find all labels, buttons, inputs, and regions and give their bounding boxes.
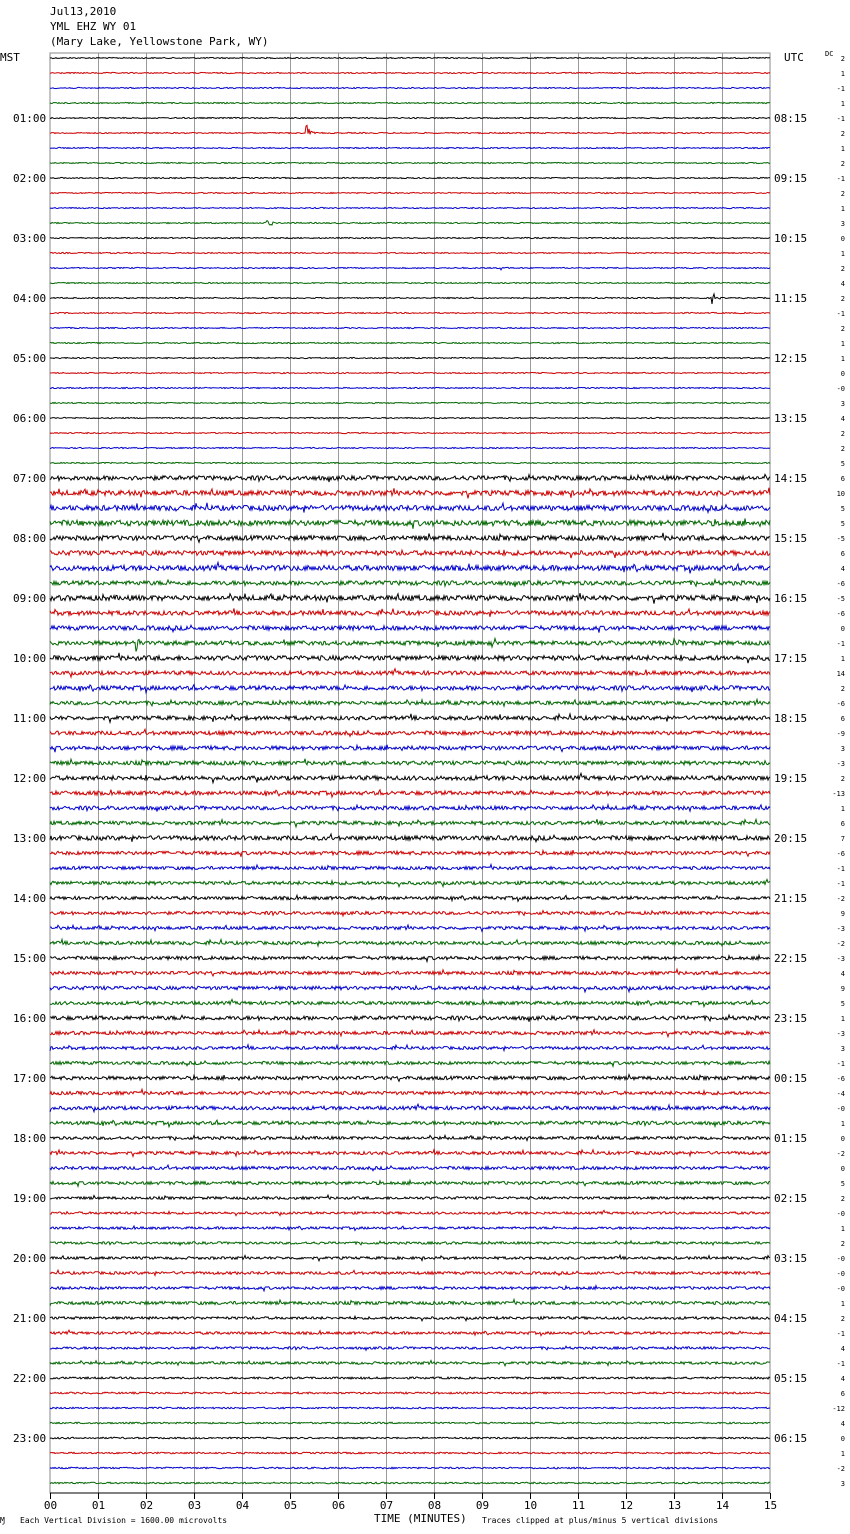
trace-41 <box>50 653 770 663</box>
dc-offset-label: 1 <box>840 100 845 108</box>
dc-offset-label: 10 <box>836 490 845 498</box>
dc-offset-label: 2 <box>840 325 845 333</box>
trace-83 <box>50 1286 770 1291</box>
trace-58 <box>50 911 770 916</box>
trace-82 <box>50 1270 770 1275</box>
station-label: YML EHZ WY 01 <box>50 20 137 33</box>
dc-offset-label: 9 <box>840 910 845 918</box>
dc-offset-label: 4 <box>840 1345 845 1353</box>
dc-offset-label: 1 <box>840 205 845 213</box>
trace-40 <box>50 639 770 652</box>
x-tick-label: 11 <box>571 1499 586 1512</box>
trace-86 <box>50 1330 770 1336</box>
trace-68 <box>50 1061 770 1066</box>
x-tick-label: 13 <box>667 1499 682 1512</box>
utc-hour-label: 03:15 <box>774 1252 808 1265</box>
dc-offset-label: -6 <box>836 610 845 618</box>
dc-offset-label: 0 <box>840 625 845 633</box>
trace-50 <box>50 790 770 797</box>
dc-offset-label: -6 <box>836 1075 845 1083</box>
trace-39 <box>50 625 770 632</box>
dc-offset-label: 4 <box>840 415 845 423</box>
trace-9 <box>50 177 770 178</box>
trace-44 <box>50 699 770 706</box>
utc-hour-label: 21:15 <box>774 892 808 905</box>
dc-offset-label: 1 <box>840 70 845 78</box>
trace-81 <box>50 1255 770 1261</box>
dc-offset-label: 5 <box>840 520 845 528</box>
mst-hour-label: 16:00 <box>13 1012 47 1025</box>
mst-hour-label: 06:00 <box>13 412 47 425</box>
utc-hour-label: 02:15 <box>774 1192 808 1205</box>
x-tick-label: 15 <box>763 1499 778 1512</box>
dc-offset-label: -5 <box>836 595 845 603</box>
trace-6 <box>50 125 770 134</box>
mst-hour-label: 23:00 <box>13 1432 47 1445</box>
trace-92 <box>50 1422 770 1424</box>
footer-mark: Ɱ <box>0 1516 5 1525</box>
trace-17 <box>50 294 770 304</box>
dc-offset-label: -3 <box>836 760 845 768</box>
trace-85 <box>50 1316 770 1321</box>
trace-42 <box>50 669 770 677</box>
trace-49 <box>50 773 770 782</box>
mst-hour-label: 22:00 <box>13 1372 47 1385</box>
trace-5 <box>50 117 770 118</box>
x-tick-label: 03 <box>187 1499 202 1512</box>
utc-hour-label: 13:15 <box>774 412 808 425</box>
trace-72 <box>50 1120 770 1127</box>
mst-hour-label: 11:00 <box>13 712 47 725</box>
trace-64 <box>50 999 770 1006</box>
trace-71 <box>50 1104 770 1112</box>
dc-offset-label: 4 <box>840 1375 845 1383</box>
utc-hour-label: 18:15 <box>774 712 808 725</box>
trace-16 <box>50 282 770 283</box>
dc-offset-label: -0 <box>836 1255 845 1263</box>
dc-offset-label: -6 <box>836 700 845 708</box>
trace-13 <box>50 237 770 238</box>
dc-offset-label: 2 <box>840 775 845 783</box>
trace-96 <box>50 1482 770 1484</box>
trace-37 <box>50 593 770 604</box>
mst-hour-label: 15:00 <box>13 952 47 965</box>
trace-14 <box>50 252 770 253</box>
mst-hour-label: 07:00 <box>13 472 47 485</box>
dc-offset-label: 5 <box>840 1180 845 1188</box>
trace-29 <box>50 474 770 482</box>
plot-frame <box>50 53 770 1493</box>
dc-offset-label: 1 <box>840 1450 845 1458</box>
dc-offset-label: 3 <box>840 745 845 753</box>
utc-hour-label: 15:15 <box>774 532 808 545</box>
mst-hour-label: 13:00 <box>13 832 47 845</box>
mst-hour-labels <box>13 112 46 1445</box>
dc-offset-label: -13 <box>832 790 845 798</box>
utc-hour-label: 23:15 <box>774 1012 808 1025</box>
dc-offset-label: 0 <box>840 1135 845 1143</box>
dc-offset-label: 1 <box>840 340 845 348</box>
trace-87 <box>50 1346 770 1350</box>
trace-7 <box>50 147 770 148</box>
x-tick-label: 08 <box>427 1499 442 1512</box>
dc-offset-label: 2 <box>840 1240 845 1248</box>
dc-offset-label: -5 <box>836 535 845 543</box>
dc-offset-label: -2 <box>836 1150 845 1158</box>
trace-51 <box>50 805 770 812</box>
mst-hour-label: 14:00 <box>13 892 47 905</box>
x-tick-label: 05 <box>283 1499 298 1512</box>
utc-hour-label: 14:15 <box>774 472 808 485</box>
x-tick-label: 00 <box>43 1499 58 1512</box>
dc-offset-label: 2 <box>840 130 845 138</box>
mst-hour-label: 04:00 <box>13 292 47 305</box>
chart-footer <box>0 1512 718 1525</box>
dc-offset-label: 1 <box>840 1120 845 1128</box>
dc-offset-label: 4 <box>840 1420 845 1428</box>
dc-offset-label: 5 <box>840 505 845 513</box>
x-tick-label: 04 <box>235 1499 250 1512</box>
trace-95 <box>50 1467 770 1469</box>
clipping-note: Traces clipped at plus/minus 5 vertical divisions <box>482 1516 719 1525</box>
trace-12 <box>50 221 770 225</box>
trace-69 <box>50 1075 770 1082</box>
dc-offset-label: 9 <box>840 985 845 993</box>
utc-hour-label: 10:15 <box>774 232 808 245</box>
x-tick-label: 07 <box>379 1499 394 1512</box>
trace-78 <box>50 1210 770 1215</box>
dc-offset-label: 1 <box>840 145 845 153</box>
dc-offset-label: -1 <box>836 1330 845 1338</box>
trace-43 <box>50 685 770 693</box>
mst-hour-label: 12:00 <box>13 772 47 785</box>
dc-offset-label: 5 <box>840 460 845 468</box>
x-tick-label: 09 <box>475 1499 490 1512</box>
dc-offset-label: -0 <box>836 1285 845 1293</box>
trace-76 <box>50 1180 770 1186</box>
trace-57 <box>50 895 770 901</box>
trace-79 <box>50 1226 770 1231</box>
dc-offset-label: -0 <box>836 1105 845 1113</box>
dc-offset-label: 0 <box>840 370 845 378</box>
dc-offset-label: 0 <box>840 235 845 243</box>
trace-62 <box>50 969 770 976</box>
x-tick-label: 14 <box>715 1499 730 1512</box>
dc-offset-label: -0 <box>836 1210 845 1218</box>
utc-hour-label: 12:15 <box>774 352 808 365</box>
mst-hour-label: 21:00 <box>13 1312 47 1325</box>
trace-25 <box>50 417 770 418</box>
mst-hour-label: 19:00 <box>13 1192 47 1205</box>
dc-offset-label: -9 <box>836 730 845 738</box>
dc-offset-label: 3 <box>840 1480 845 1488</box>
dc-offset-label: 2 <box>840 190 845 198</box>
trace-67 <box>50 1045 770 1051</box>
trace-70 <box>50 1089 770 1094</box>
trace-66 <box>50 1030 770 1037</box>
trace-61 <box>50 955 770 961</box>
x-axis <box>44 1493 777 1512</box>
utc-hour-label: 08:15 <box>774 112 808 125</box>
trace-1 <box>50 57 770 58</box>
trace-55 <box>50 865 770 870</box>
dc-offset-label: -2 <box>836 940 845 948</box>
dc-offset-label: -1 <box>836 640 845 648</box>
dc-offset-label: -12 <box>832 1405 845 1413</box>
dc-offset-label: 6 <box>840 475 845 483</box>
trace-24 <box>50 402 770 403</box>
trace-22 <box>50 372 770 373</box>
x-tick-label: 06 <box>331 1499 346 1512</box>
trace-52 <box>50 819 770 827</box>
seismic-traces <box>50 57 770 1483</box>
trace-15 <box>50 267 770 270</box>
mst-hour-label: 01:00 <box>13 112 47 125</box>
trace-56 <box>50 879 770 886</box>
utc-hour-label: 04:15 <box>774 1312 808 1325</box>
dc-offset-label: 0 <box>840 1435 845 1443</box>
dc-offset-label: 3 <box>840 400 845 408</box>
dc-offset-label: 3 <box>840 220 845 228</box>
dc-offset-label: 1 <box>840 1225 845 1233</box>
utc-hour-label: 06:15 <box>774 1432 808 1445</box>
trace-23 <box>50 387 770 388</box>
dc-offset-label: 3 <box>840 1045 845 1053</box>
trace-21 <box>50 357 770 358</box>
x-tick-label: 02 <box>139 1499 154 1512</box>
mst-hour-label: 05:00 <box>13 352 47 365</box>
dc-column-label: DC <box>825 50 834 58</box>
x-tick-label: 12 <box>619 1499 634 1512</box>
trace-88 <box>50 1361 770 1366</box>
date-label: Jul13,2010 <box>50 5 117 18</box>
dc-offset-label: -1 <box>836 1360 845 1368</box>
utc-hour-label: 11:15 <box>774 292 808 305</box>
trace-45 <box>50 714 770 723</box>
chart-header <box>0 5 833 64</box>
dc-offset-label: 1 <box>840 655 845 663</box>
trace-36 <box>50 580 770 587</box>
dc-offset-label: 7 <box>840 835 845 843</box>
dc-offset-label: 4 <box>840 280 845 288</box>
vertical-division-note: Each Vertical Division = 1600.00 microvolts <box>20 1516 228 1525</box>
dc-offset-label: -1 <box>836 175 845 183</box>
trace-26 <box>50 432 770 433</box>
trace-27 <box>50 447 770 448</box>
utc-hour-label: 22:15 <box>774 952 808 965</box>
dc-offset-label: -1 <box>836 880 845 888</box>
trace-93 <box>50 1437 770 1439</box>
trace-94 <box>50 1452 770 1454</box>
dc-offset-label: 4 <box>840 565 845 573</box>
trace-63 <box>50 986 770 992</box>
trace-89 <box>50 1377 770 1379</box>
dc-offset-label: -0 <box>836 1270 845 1278</box>
dc-offset-label: 2 <box>840 265 845 273</box>
dc-offset-label: 6 <box>840 715 845 723</box>
dc-offset-label: -1 <box>836 865 845 873</box>
utc-hour-labels <box>774 112 807 1445</box>
x-axis-title: TIME (MINUTES) <box>374 1512 467 1525</box>
dc-offset-label: 2 <box>840 295 845 303</box>
x-tick-label: 01 <box>91 1499 106 1512</box>
trace-18 <box>50 312 770 313</box>
mst-hour-label: 10:00 <box>13 652 47 665</box>
dc-offset-label: 6 <box>840 550 845 558</box>
dc-offset-label: 1 <box>840 1300 845 1308</box>
dc-offset-label: 6 <box>840 1390 845 1398</box>
trace-84 <box>50 1300 770 1306</box>
mst-hour-label: 18:00 <box>13 1132 47 1145</box>
dc-offset-label: -4 <box>836 1090 845 1098</box>
utc-hour-label: 17:15 <box>774 652 808 665</box>
dc-offset-label: 2 <box>840 430 845 438</box>
trace-65 <box>50 1015 770 1022</box>
dc-offset-label: 6 <box>840 820 845 828</box>
trace-2 <box>50 72 770 73</box>
dc-offset-label: 2 <box>840 1315 845 1323</box>
dc-offset-label: 5 <box>840 1000 845 1008</box>
trace-74 <box>50 1150 770 1157</box>
utc-hour-label: 16:15 <box>774 592 808 605</box>
right-timezone-label: UTC <box>784 51 804 64</box>
dc-offset-label: -1 <box>836 85 845 93</box>
mst-hour-label: 09:00 <box>13 592 47 605</box>
trace-48 <box>50 759 770 765</box>
trace-80 <box>50 1241 770 1245</box>
dc-offset-label: -3 <box>836 925 845 933</box>
dc-offset-label: 1 <box>840 250 845 258</box>
trace-77 <box>50 1195 770 1199</box>
dc-offset-label: -2 <box>836 1465 845 1473</box>
dc-offset-label: -1 <box>836 1060 845 1068</box>
trace-8 <box>50 162 770 163</box>
dc-offset-label: -2 <box>836 895 845 903</box>
trace-33 <box>50 533 770 543</box>
mst-hour-label: 17:00 <box>13 1072 47 1085</box>
trace-31 <box>50 503 770 513</box>
dc-offset-label: -1 <box>836 310 845 318</box>
dc-offset-label: 2 <box>840 160 845 168</box>
dc-offset-label: 14 <box>836 670 845 678</box>
minute-gridlines <box>50 53 770 1493</box>
utc-hour-label: 20:15 <box>774 832 808 845</box>
trace-38 <box>50 608 770 616</box>
utc-hour-label: 19:15 <box>774 772 808 785</box>
trace-30 <box>50 488 770 499</box>
dc-offset-label: -6 <box>836 580 845 588</box>
trace-4 <box>50 102 770 103</box>
dc-offset-label: 2 <box>840 1195 845 1203</box>
trace-91 <box>50 1407 770 1409</box>
utc-hour-label: 05:15 <box>774 1372 808 1385</box>
mst-hour-label: 02:00 <box>13 172 47 185</box>
trace-53 <box>50 834 770 842</box>
dc-offset-label: -3 <box>836 955 845 963</box>
trace-34 <box>50 550 770 558</box>
utc-hour-label: 09:15 <box>774 172 808 185</box>
trace-28 <box>50 462 770 463</box>
dc-offset-label: 4 <box>840 970 845 978</box>
dc-offset-labels <box>832 55 845 1488</box>
trace-59 <box>50 925 770 931</box>
trace-19 <box>50 327 770 328</box>
trace-90 <box>50 1392 770 1394</box>
trace-32 <box>50 519 770 529</box>
dc-offset-label: 2 <box>840 55 845 63</box>
left-timezone-label: MST <box>0 51 20 64</box>
trace-60 <box>50 939 770 946</box>
mst-hour-label: 03:00 <box>13 232 47 245</box>
dc-offset-label: 1 <box>840 1015 845 1023</box>
mst-hour-label: 20:00 <box>13 1252 47 1265</box>
dc-offset-label: -3 <box>836 1030 845 1038</box>
trace-35 <box>50 562 770 573</box>
utc-hour-label: 01:15 <box>774 1132 808 1145</box>
dc-offset-label: 2 <box>840 685 845 693</box>
trace-11 <box>50 207 770 208</box>
trace-47 <box>50 745 770 752</box>
trace-54 <box>50 850 770 857</box>
utc-hour-label: 00:15 <box>774 1072 808 1085</box>
dc-offset-label: 1 <box>840 805 845 813</box>
dc-offset-label: 0 <box>840 1165 845 1173</box>
dc-offset-label: -0 <box>836 385 845 393</box>
location-label: (Mary Lake, Yellowstone Park, WY) <box>50 35 269 48</box>
trace-10 <box>50 192 770 193</box>
dc-offset-label: -1 <box>836 115 845 123</box>
mst-hour-label: 08:00 <box>13 532 47 545</box>
dc-offset-label: 1 <box>840 355 845 363</box>
trace-3 <box>50 87 770 88</box>
dc-offset-label: -6 <box>836 850 845 858</box>
trace-75 <box>50 1165 770 1171</box>
trace-20 <box>50 342 770 343</box>
x-tick-label: 10 <box>523 1499 538 1512</box>
dc-offset-label: 2 <box>840 445 845 453</box>
trace-73 <box>50 1135 770 1140</box>
trace-46 <box>50 729 770 736</box>
